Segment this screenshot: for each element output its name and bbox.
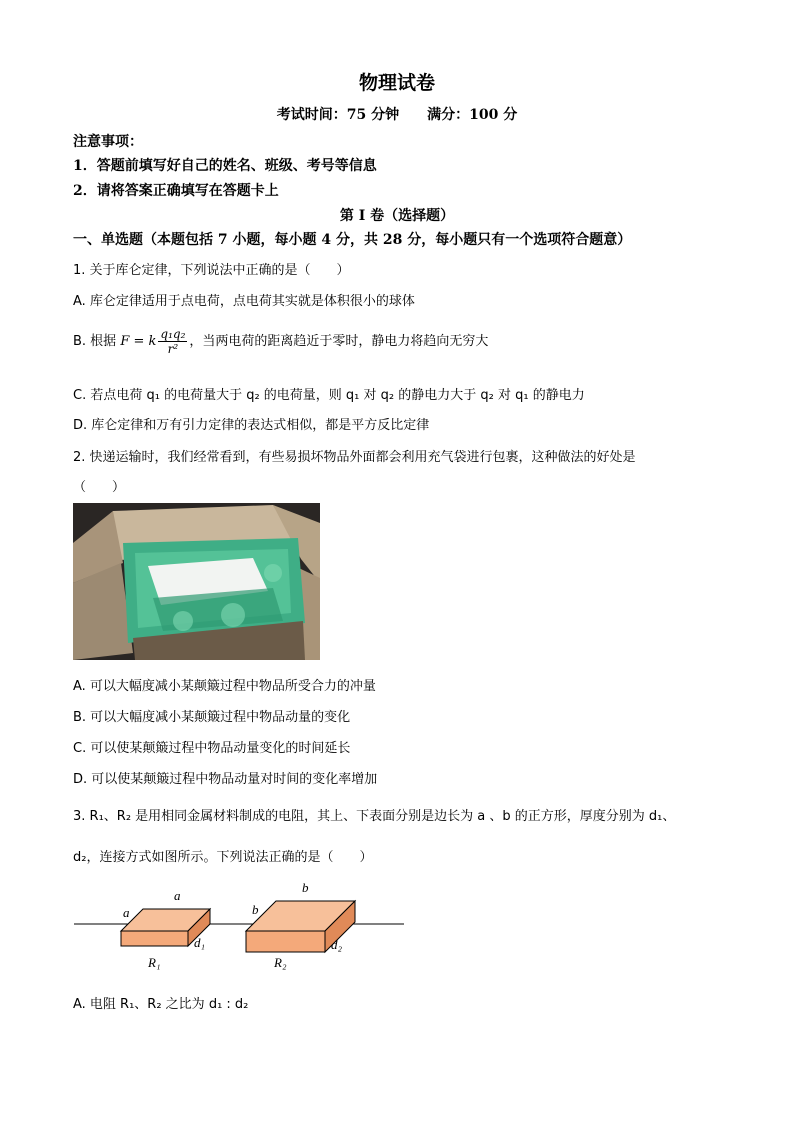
label-d1: d₁ — [194, 935, 206, 950]
resistor-diagram — [70, 876, 410, 976]
label-r1: R₁ — [148, 955, 161, 970]
q1-stem: 1. 关于库仑定律，下列说法中正确的是（ ） — [73, 263, 350, 278]
label-b-side: b — [252, 902, 259, 917]
q2-stem: 2. 快递运输时，我们经常看到，有些易损坏物品外面都会利用充气袋进行包裹，这种做法的好处是 — [73, 450, 636, 465]
q3-stem-line1: 3. R₁、R₂ 是用相同金属材料制成的电阻，其上、下表面分别是边长为 a 、b 的正方形，厚度分别为 d₁、 — [73, 809, 676, 824]
part-heading: 一、单选题（本题包括 7 小题，每小题 4 分，共 28 分，每小题只有一个选项符合题意） — [73, 232, 632, 248]
label-d2: d₂ — [331, 937, 343, 952]
q1-option-a: A. 库仑定律适用于点电荷，点电荷其实就是体积很小的球体 — [73, 294, 415, 309]
note-item-1: 1．答题前填写好自己的姓名、班级、考号等信息 — [73, 158, 377, 174]
r1-front-face — [121, 931, 188, 946]
q2-option-d: D. 可以使某颠簸过程中物品动量对时间的变化率增加 — [73, 772, 378, 787]
exam-score: 满分：100 分 — [427, 107, 518, 123]
q3-option-a: A. 电阻 R₁、R₂ 之比为 d₁ : d₂ — [73, 997, 249, 1012]
q2-option-b: B. 可以大幅度减小某颠簸过程中物品动量的变化 — [73, 710, 351, 725]
q1-option-c: C. 若点电荷 q₁ 的电荷量大于 q₂ 的电荷量，则 q₁ 对 q₂ 的静电力大于 q₂ 对 q₁ 的静电力 — [73, 388, 585, 403]
q1-option-d: D. 库仑定律和万有引力定律的表达式相似，都是平方反比定律 — [73, 418, 430, 433]
q1-option-b-suffix: ，当两电荷的距离趋近于零时，静电力将趋向无穷大 — [189, 334, 489, 349]
label-a-side: a — [123, 905, 130, 920]
label-r2: R₂ — [274, 955, 287, 970]
q1-formula-numerator: q₁q₂ — [160, 327, 186, 341]
note-item-2: 2．请将答案正确填写在答题卡上 — [73, 183, 279, 199]
q2-option-a: A. 可以大幅度减小某颠簸过程中物品所受合力的冲量 — [73, 679, 376, 694]
q1-formula-lhs: F = k — [120, 334, 157, 349]
notes-heading: 注意事项： — [73, 134, 143, 150]
q1-formula-denominator: r² — [167, 342, 179, 356]
section-title: 第 I 卷（选择题） — [339, 208, 455, 224]
page-title: 物理试卷 — [358, 72, 435, 94]
r2-front-face — [246, 931, 325, 952]
label-a-top: a — [174, 888, 181, 903]
q1-formula-fraction — [158, 327, 187, 356]
q3-stem-line2: d₂，连接方式如图所示。下列说法正确的是（ ） — [73, 850, 373, 865]
q1-option-b — [73, 327, 488, 356]
label-b-top: b — [302, 880, 309, 895]
exam-time: 考试时间：75 分钟 — [276, 107, 400, 123]
q1-option-b-prefix: B. 根据 — [73, 334, 117, 349]
exam-info — [0, 104, 794, 124]
q2-stem-paren: （ ） — [73, 480, 126, 495]
q2-option-c: C. 可以使某颠簸过程中物品动量变化的时间延长 — [73, 741, 351, 756]
package-photo — [73, 503, 320, 660]
